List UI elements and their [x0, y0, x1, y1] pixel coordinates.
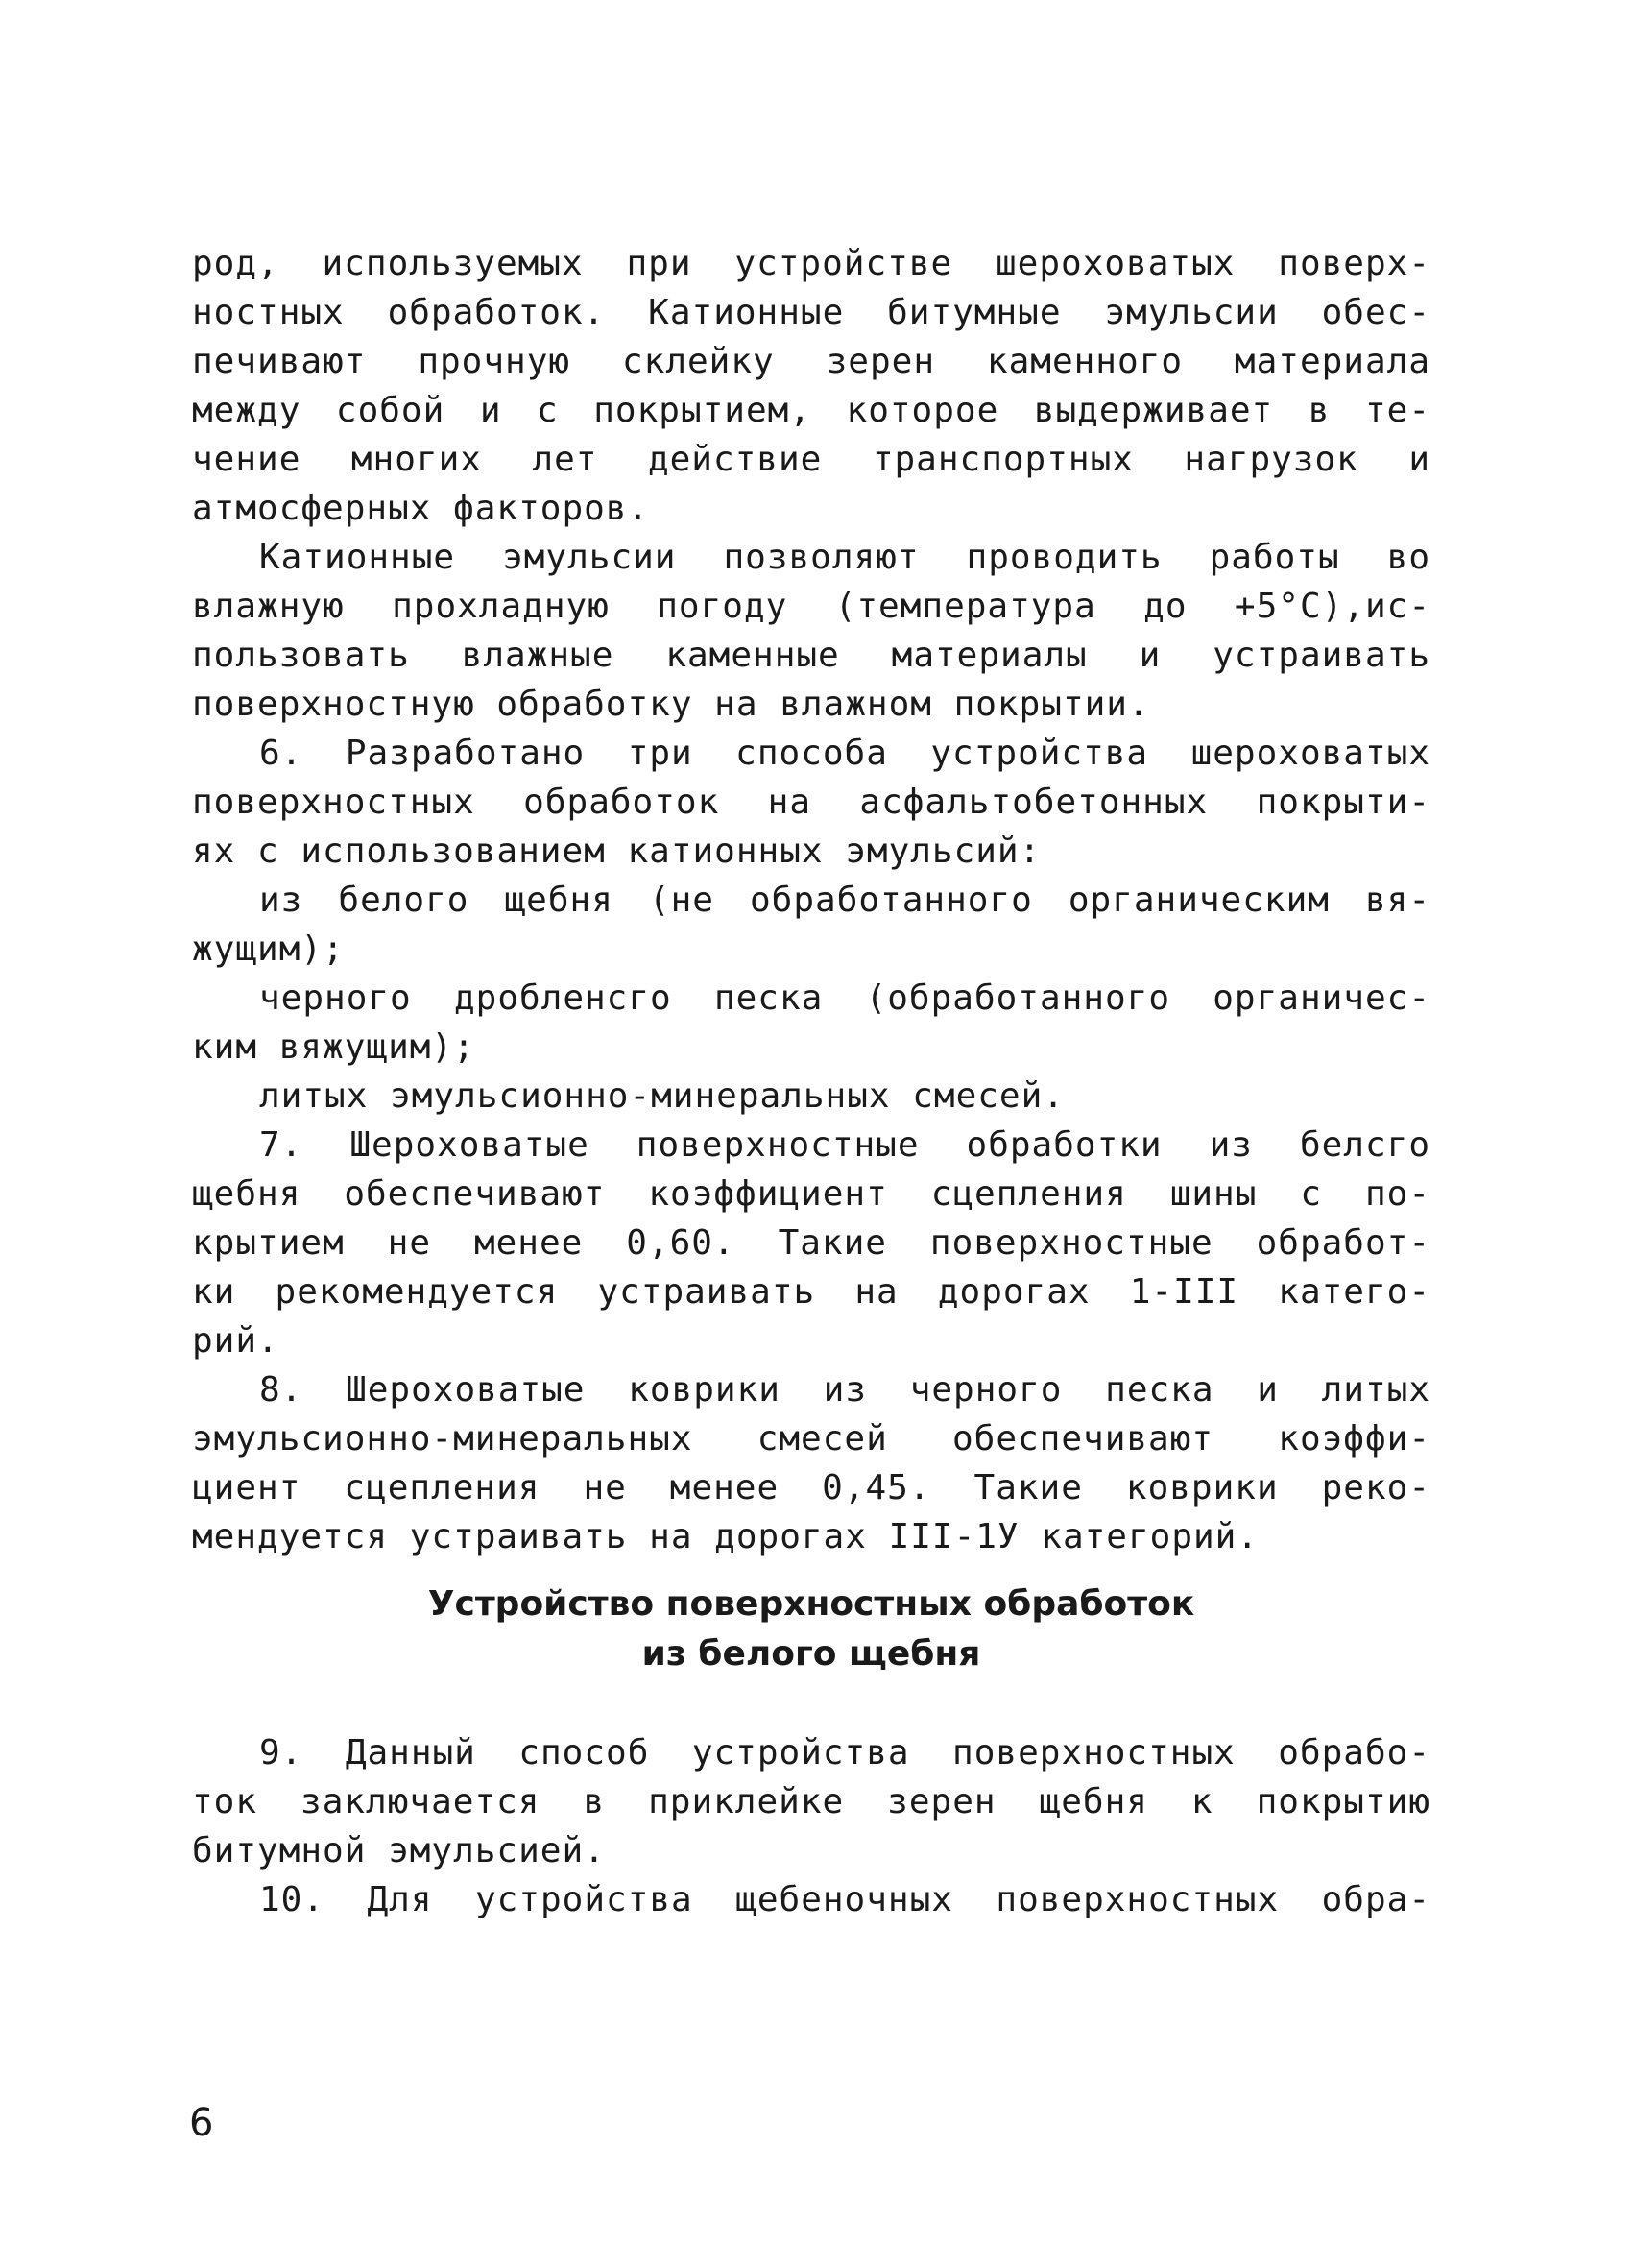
text-line: 6. Разработано три способа устройства шероховатых — [259, 734, 1430, 773]
text-line: 8. Шероховатые коврики из черного песка и литых — [259, 1370, 1430, 1410]
text-line: щебня обеспечивают коэффициент сцепления шины с по- — [192, 1174, 1430, 1214]
text-line: литых эмульсионно-минеральных смесей. — [259, 1076, 1065, 1116]
text-line: крытием не менее 0,60. Такие поверхностные обработ- — [192, 1223, 1430, 1263]
text-line: атмосферных факторов. — [192, 489, 650, 528]
text-line: между собой и с покрытием, которое выдерживает в те- — [192, 391, 1430, 430]
text-line: мендуется устраивать на дорогах III-1У категорий. — [192, 1517, 1260, 1556]
text-line: из белого щебня (не обработанного органическим вя- — [259, 881, 1430, 920]
text-line: эмульсионно-минеральных смесей обеспечивают коэффи- — [192, 1419, 1430, 1459]
text-line: 7. Шероховатые поверхностные обработки из белсго — [259, 1125, 1430, 1165]
section-heading-line-2: из белого щебня — [641, 1634, 981, 1674]
text-line: поверхностных обработок на асфальтобетонных покрыти- — [192, 783, 1430, 822]
text-line: печивают прочную склейку зерен каменного материала — [192, 342, 1430, 381]
text-line: битумной эмульсией. — [192, 1831, 606, 1870]
text-line: Катионные эмульсии позволяют проводить работы во — [259, 538, 1430, 577]
text-line: ким вяжущим); — [192, 1027, 475, 1067]
text-line: рий. — [192, 1321, 279, 1361]
text-line: поверхностную обработку на влажном покрытии. — [192, 685, 1150, 724]
page-number: 6 — [189, 2101, 214, 2145]
text-line: черного дробленсго песка (обработанного органичес- — [259, 978, 1430, 1018]
text-line: ностных обработок. Катионные битумные эмульсии обес- — [192, 293, 1430, 332]
text-line: ях с использованием катионных эмульсий: — [192, 832, 1042, 871]
text-line: ки рекомендуется устраивать на дорогах 1-III катего- — [192, 1272, 1430, 1312]
text-line: 10. Для устройства щебеночных поверхностных обра- — [259, 1880, 1430, 1919]
section-heading-line-1: Устройство поверхностных обработок — [427, 1584, 1195, 1624]
text-line: 9. Данный способ устройства поверхностных обрабо- — [259, 1733, 1430, 1773]
text-line: ток заключается в приклейке зерен щебня к покрытию — [192, 1782, 1430, 1822]
text-line: влажную прохладную погоду (температура до +5°С),ис- — [192, 587, 1430, 626]
text-line: чение многих лет действие транспортных нагрузок и — [192, 440, 1430, 479]
text-line: пользовать влажные каменные материалы и устраивать — [192, 636, 1430, 675]
text-line: род, используемых при устройстве шероховатых поверх- — [192, 244, 1430, 283]
text-line: циент сцепления не менее 0,45. Такие коврики реко- — [192, 1468, 1430, 1508]
text-line: жущим); — [192, 929, 345, 969]
